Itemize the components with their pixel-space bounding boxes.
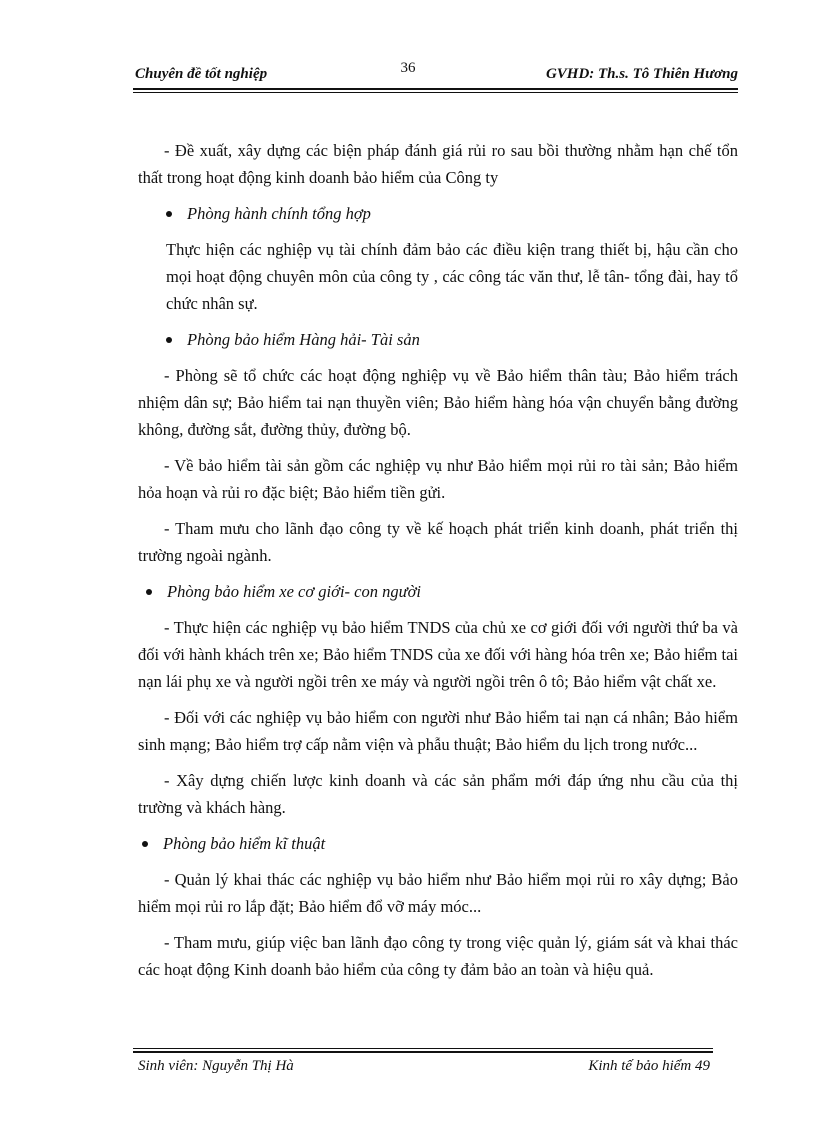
section-heading — [138, 200, 738, 227]
bullet-icon — [166, 337, 172, 343]
section-heading — [138, 830, 738, 857]
paragraph: - Đối với các nghiệp vụ bảo hiểm con người như Bảo hiểm tai nạn cá nhân; Bảo hiểm sinh mạng; Bảo hiểm trợ cấp nằm viện và phẫu thuật; Bảo hiểm du lịch trong nước... — [138, 708, 738, 754]
section-heading — [138, 578, 738, 605]
paragraph: - Xây dựng chiến lược kinh doanh và các sản phẩm mới đáp ứng nhu cầu của thị trường và khách hàng. — [138, 771, 738, 817]
section-heading-text: Phòng bảo hiểm Hàng hải- Tài sản — [187, 330, 420, 349]
paragraph: - Tham mưu, giúp việc ban lãnh đạo công ty trong việc quản lý, giám sát và khai thác các hoạt động Kinh doanh bảo hiểm của công ty đảm bảo an toàn và hiệu quả. — [138, 933, 738, 979]
section-heading-text: Phòng hành chính tổng hợp — [187, 204, 371, 223]
header-title: Chuyên đề tốt nghiệp — [135, 66, 268, 82]
paragraph: - Về bảo hiểm tài sản gồm các nghiệp vụ như Bảo hiểm mọi rủi ro tài sản; Bảo hiểm hỏa hoạn và rủi ro đặc biệt; Bảo hiểm tiền gửi. — [138, 456, 738, 502]
footer-class: Kinh tế bảo hiểm 49 — [588, 1058, 710, 1074]
section-heading-text: Phòng bảo hiểm kĩ thuật — [163, 834, 326, 853]
footer-student: Sinh viên: Nguyễn Thị Hà — [138, 1058, 294, 1074]
page-footer — [138, 1058, 710, 1078]
header-rule-thick — [133, 88, 738, 90]
bullet-icon — [142, 841, 148, 847]
bullet-icon — [146, 589, 152, 595]
page-number: 36 — [400, 60, 416, 76]
paragraph: - Phòng sẽ tổ chức các hoạt động nghiệp vụ về Bảo hiểm thân tàu; Bảo hiểm trách nhiệm dân sự; Bảo hiểm tai nạn thuyền viên; Bảo hiểm hàng hóa vận chuyển bằng đường không, đường sắt, đường thủy, đường bộ. — [138, 366, 738, 439]
header-supervisor: GVHD: Th.s. Tô Thiên Hương — [545, 66, 738, 82]
document-body — [138, 137, 738, 992]
paragraph: - Đề xuất, xây dựng các biện pháp đánh giá rủi ro sau bồi thường nhằm hạn chế tổn thất trong hoạt động kinh doanh bảo hiểm của Công ty — [138, 141, 738, 187]
bullet-icon — [166, 211, 172, 217]
paragraph: Thực hiện các nghiệp vụ tài chính đảm bảo các điều kiện trang thiết bị, hậu cần cho mọi hoạt động chuyên môn của công ty , các công tác văn thư, lễ tân- tổng đài, hay tổ chức nhân sự. — [166, 240, 738, 313]
section-heading — [138, 326, 738, 353]
header-rule-thin — [133, 92, 738, 93]
paragraph: - Thực hiện các nghiệp vụ bảo hiểm TNDS của chủ xe cơ giới đối với người thứ ba và đối với hành khách trên xe; Bảo hiểm TNDS của xe đối với hàng hóa trên xe; Bảo hiểm tai nạn lái phụ xe và người ngồi trên xe máy và người ngồi trên ô tô; Bảo hiểm vật chất xe. — [138, 618, 738, 691]
paragraph: - Quản lý khai thác các nghiệp vụ bảo hiểm như Bảo hiểm mọi rủi ro xây dựng; Bảo hiểm mọi rủi ro lắp đặt; Bảo hiểm đổ vỡ máy móc... — [138, 870, 738, 916]
section-heading-text: Phòng bảo hiểm xe cơ giới- con người — [167, 582, 421, 601]
footer-rule-thin — [133, 1048, 713, 1049]
page-header — [133, 66, 738, 86]
footer-rule-thick — [133, 1051, 713, 1053]
paragraph: - Tham mưu cho lãnh đạo công ty về kế hoạch phát triển kinh doanh, phát triển thị trường ngoài ngành. — [138, 519, 738, 565]
